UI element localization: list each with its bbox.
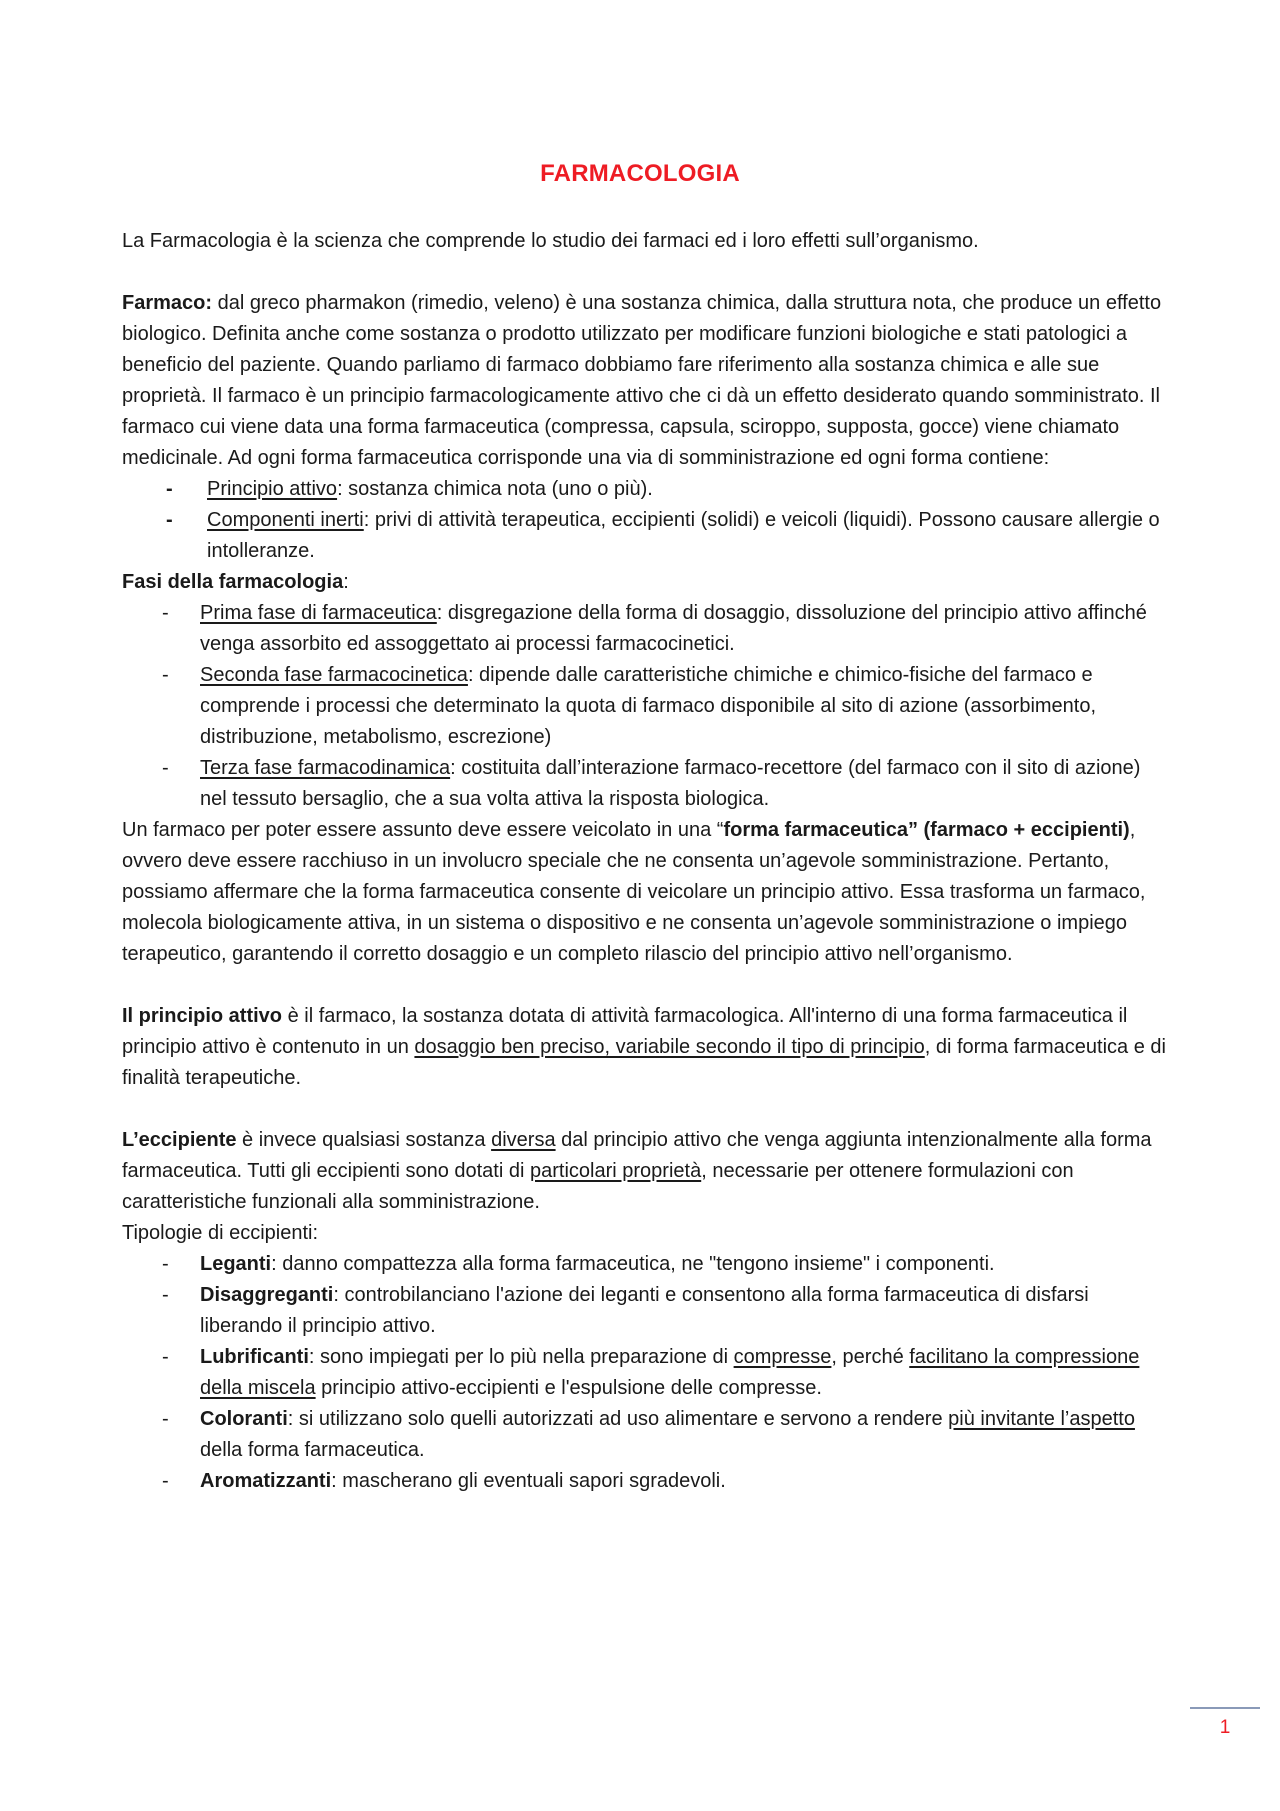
farmaco-text: dal greco pharmakon (rimedio, veleno) è una sostanza chimica, dalla struttura nota, che produce un effetto biologico. Definita anche come sostanza o prodotto utilizzato per modificare funzioni biologiche e stati patologici a beneficio del paziente. Quando parliamo di farmaco dobbiamo fare riferimento alla sostanza chimica e alle sue proprietà. Il farmaco è un principio farmacologicamente attivo che ci dà un effetto desiderato quando somministrato. Il farmaco cui viene data una forma farmaceutica (compressa, capsula, sciroppo, supposta, gocce) viene chiamato medicinale. Ad ogni forma farmaceutica corrisponde una via di somministrazione ed ogni forma contiene: xyxy=(122,292,1162,469)
list-item-term: Disaggreganti xyxy=(200,1284,334,1306)
page-title: FARMACOLOGIA xyxy=(540,160,740,187)
list-item-underline: compresse xyxy=(733,1346,832,1368)
list-item-text: : danno compattezza alla forma farmaceutica, ne "tengono insieme" i componenti. xyxy=(271,1253,995,1275)
forma-bold: forma farmaceutica” (farmaco + eccipienti) xyxy=(723,819,1130,841)
principio-bold: Il principio attivo xyxy=(122,1005,283,1027)
list-item-term: Leganti xyxy=(200,1253,272,1275)
list-item-term: Seconda fase farmacocinetica xyxy=(200,664,468,686)
list-item xyxy=(122,1249,1167,1280)
list-item-text: : disgregazione della forma di dosaggio, dissoluzione del principio attivo affinché venga assorbito ed assoggettato ai processi farmacocinetici. xyxy=(200,602,1147,655)
fasi-label: Fasi della farmacologia xyxy=(122,571,344,593)
eccipiente-underline-1: diversa xyxy=(491,1129,556,1151)
forma-paragraph xyxy=(122,815,1167,970)
eccipiente-bold: L’eccipiente xyxy=(122,1129,237,1151)
eccipiente-text-1: è invece qualsiasi sostanza xyxy=(236,1129,492,1151)
fasi-list xyxy=(122,598,1167,815)
list-item-text: principio attivo-eccipienti e l'espulsione delle compresse. xyxy=(315,1377,822,1399)
eccipiente-text-2: dal principio attivo che venga aggiunta intenzionalmente alla forma farmaceutica. Tutti gli eccipienti sono dotati di xyxy=(122,1129,1152,1182)
list-item-text: : sostanza chimica nota (uno o più). xyxy=(337,478,653,500)
list-item xyxy=(122,505,1167,567)
list-item xyxy=(122,474,1167,505)
eccipiente-paragraph xyxy=(122,1125,1167,1218)
document-body xyxy=(122,226,1167,1497)
list-item-term: Aromatizzanti xyxy=(200,1470,332,1492)
list-item xyxy=(122,660,1167,753)
list-item xyxy=(122,1342,1167,1404)
forma-pre: Un farmaco per poter essere assunto deve essere veicolato in una “ xyxy=(122,819,724,841)
list-item xyxy=(122,753,1167,815)
list-item-text: : controbilanciano l'azione dei leganti e consentono alla forma farmaceutica di disfarsi liberando il principio attivo. xyxy=(200,1284,1089,1337)
eccipiente-text-3: , necessarie per ottenere formulazioni con caratteristiche funzionali alla somministrazione. xyxy=(122,1160,1074,1213)
list-item xyxy=(122,1466,1167,1497)
list-item xyxy=(122,1404,1167,1466)
principio-text-2: , di forma farmaceutica e di finalità terapeutiche. xyxy=(122,1036,1166,1089)
list-item xyxy=(122,1280,1167,1342)
list-item-text: , perché xyxy=(831,1346,910,1368)
list-item xyxy=(122,598,1167,660)
principio-paragraph xyxy=(122,1001,1167,1094)
farmaco-list xyxy=(122,474,1167,567)
list-item-underline: facilitano la compressione della miscela xyxy=(200,1346,1140,1399)
eccipienti-list xyxy=(122,1249,1167,1497)
list-item-text: : dipende dalle caratteristiche chimiche e chimico-fisiche del farmaco e comprende i processi che determinato la quota di farmaco disponibile al sito di azione (assorbimento, distribuzione, metabolismo, escrezione) xyxy=(200,664,1097,748)
list-item-underline: più invitante l’aspetto xyxy=(948,1408,1135,1430)
list-item-text: : costituita dall’interazione farmaco-recettore (del farmaco con il sito di azione) nel tessuto bersaglio, che a sua volta attiva la risposta biologica. xyxy=(200,757,1141,810)
intro-text: La Farmacologia è la scienza che comprende lo studio dei farmaci ed i loro effetti sull’organismo. xyxy=(122,230,979,252)
eccipiente-underline-2: particolari proprietà xyxy=(530,1160,702,1182)
list-item-text: della forma farmaceutica. xyxy=(200,1439,425,1461)
list-item-term: Coloranti xyxy=(200,1408,288,1430)
footer-divider xyxy=(1190,1707,1260,1709)
tipologie-heading: Tipologie di eccipienti: xyxy=(122,1222,319,1244)
fasi-heading xyxy=(122,567,1167,598)
list-item-text: : sono impiegati per lo più nella preparazione di xyxy=(308,1346,734,1368)
list-item-term: Componenti inerti xyxy=(207,509,364,531)
forma-post: , ovvero deve essere racchiuso in un involucro speciale che ne consenta un’agevole somministrazione. Pertanto, possiamo affermare che la forma farmaceutica consente di veicolare un principio attivo. Essa trasforma un farmaco, molecola biologicamente attiva, in un sistema o dispositivo e ne consenta un’agevole somministrazione o impiego terapeutico, garantendo il corretto dosaggio e un completo rilascio del principio attivo nell’organismo. xyxy=(122,819,1146,965)
list-item-text: : mascherano gli eventuali sapori sgradevoli. xyxy=(331,1470,726,1492)
principio-text-1: è il farmaco, la sostanza dotata di attività farmacologica. All'interno di una forma farmaceutica il principio attivo è contenuto in un xyxy=(122,1005,1128,1058)
list-item-term: Lubrificanti xyxy=(200,1346,309,1368)
list-item-text: : si utilizzano solo quelli autorizzati ad uso alimentare e servono a rendere xyxy=(287,1408,949,1430)
farmaco-paragraph xyxy=(122,288,1167,474)
list-item-term: Principio attivo xyxy=(207,478,338,500)
page-number: 1 xyxy=(1219,1717,1231,1738)
farmaco-label: Farmaco: xyxy=(122,292,213,314)
list-item-text: : privi di attività terapeutica, eccipienti (solidi) e veicoli (liquidi). Possono causare allergie o intolleranze. xyxy=(207,509,1160,562)
list-item-term: Prima fase di farmaceutica xyxy=(200,602,437,624)
fasi-colon: : xyxy=(343,571,349,593)
principio-underline: dosaggio ben preciso, variabile secondo il tipo di principio xyxy=(414,1036,925,1058)
list-item-term: Terza fase farmacodinamica xyxy=(200,757,451,779)
intro-paragraph xyxy=(122,226,1167,257)
